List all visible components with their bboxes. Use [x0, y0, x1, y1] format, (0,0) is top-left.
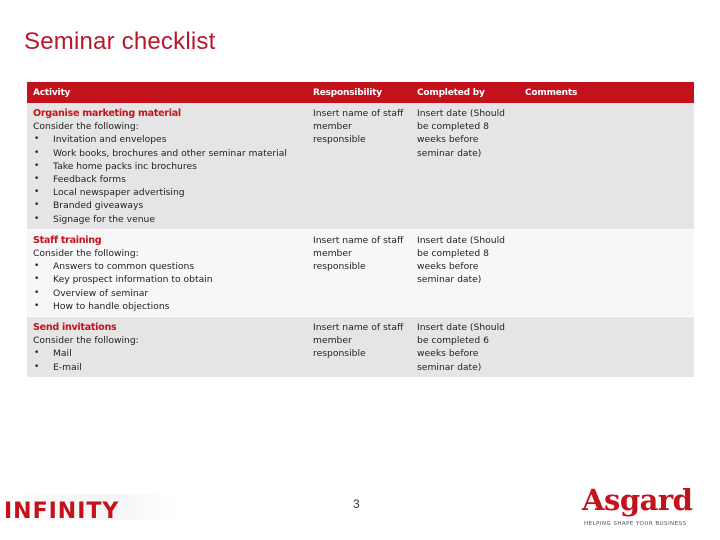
cell-activity — [27, 317, 307, 377]
slide-title: Seminar checklist — [24, 28, 216, 55]
bullet-text: How to handle objections — [53, 300, 170, 312]
bullet-text: Invitation and envelopes — [53, 134, 167, 146]
table-row — [27, 317, 694, 377]
infinity-logo — [0, 494, 178, 520]
asgard-logo-graphic — [578, 478, 708, 530]
asgard-logo — [578, 478, 708, 530]
list-item — [33, 133, 301, 146]
cell-responsibility: Insert name of staff member responsible — [307, 317, 411, 377]
list-item — [33, 199, 301, 212]
bullet-text: Feedback forms — [53, 174, 126, 186]
bullet-text: Answers to common questions — [53, 261, 195, 273]
list-item — [33, 273, 301, 286]
activity-intro: Consider the following: — [33, 335, 139, 347]
bullet-icon: • — [34, 261, 40, 272]
table-header-row — [27, 82, 694, 103]
table-row — [27, 229, 694, 316]
bullet-icon: • — [34, 134, 40, 145]
list-item — [33, 160, 301, 173]
bullet-text: Signage for the venue — [53, 213, 156, 225]
cell-responsibility: Insert name of staff member responsible — [307, 229, 411, 316]
activity-bullet-list — [33, 347, 301, 373]
bullet-icon: • — [34, 147, 40, 158]
cell-responsibility: Insert name of staff member responsible — [307, 103, 411, 229]
bullet-text: Branded giveaways — [53, 200, 144, 212]
cell-completed-by: Insert date (Should be completed 8 weeks before seminar date) — [411, 103, 519, 229]
activity-title: Staff training — [33, 234, 102, 246]
bullet-text: Work books, brochures and other seminar material — [53, 147, 287, 159]
infinity-logo-graphic — [0, 494, 178, 520]
bullet-text: Mail — [53, 348, 72, 360]
bullet-icon: • — [34, 213, 40, 224]
seminar-checklist-table — [27, 82, 694, 377]
bullet-icon: • — [34, 274, 40, 285]
header-comments: Comments — [519, 82, 694, 103]
activity-intro: Consider the following: — [33, 121, 139, 133]
bullet-text: Key prospect information to obtain — [53, 274, 213, 286]
table-body — [27, 103, 694, 377]
list-item — [33, 287, 301, 300]
infinity-logo-text: INFINITY — [4, 499, 120, 520]
list-item — [33, 186, 301, 199]
list-item — [33, 147, 301, 160]
cell-completed-by: Insert date (Should be completed 6 weeks before seminar date) — [411, 317, 519, 377]
activity-title: Send invitations — [33, 322, 117, 334]
cell-activity — [27, 103, 307, 229]
bullet-icon: • — [34, 160, 40, 171]
asgard-logo-text: Asgard — [582, 483, 693, 517]
bullet-text: Local newspaper advertising — [53, 187, 185, 199]
activity-bullet-list — [33, 260, 301, 313]
header-activity: Activity — [27, 82, 307, 103]
cell-comments — [519, 317, 694, 377]
list-item — [33, 361, 301, 374]
bullet-icon: • — [34, 187, 40, 198]
page-number: 3 — [353, 497, 360, 511]
activity-title: Organise marketing material — [33, 108, 181, 119]
cell-comments — [519, 229, 694, 316]
header-completed-by: Completed by — [411, 82, 519, 103]
cell-activity — [27, 229, 307, 316]
cell-comments — [519, 103, 694, 229]
list-item — [33, 347, 301, 360]
header-responsibility: Responsibility — [307, 82, 411, 103]
bullet-text: Overview of seminar — [53, 287, 149, 299]
bullet-icon: • — [34, 200, 40, 211]
bullet-icon: • — [34, 348, 40, 359]
list-item — [33, 173, 301, 186]
list-item — [33, 300, 301, 313]
list-item — [33, 260, 301, 273]
list-item — [33, 213, 301, 226]
bullet-icon: • — [34, 361, 40, 372]
bullet-text: E-mail — [53, 361, 82, 373]
activity-intro: Consider the following: — [33, 248, 139, 260]
bullet-text: Take home packs inc brochures — [53, 160, 197, 172]
bullet-icon: • — [34, 287, 40, 298]
table-row — [27, 103, 694, 229]
bullet-icon: • — [34, 300, 40, 311]
activity-bullet-list — [33, 133, 301, 225]
bullet-icon: • — [34, 174, 40, 185]
asgard-logo-tagline: HELPING SHAPE YOUR BUSINESS — [584, 521, 687, 527]
cell-completed-by: Insert date (Should be completed 8 weeks before seminar date) — [411, 229, 519, 316]
